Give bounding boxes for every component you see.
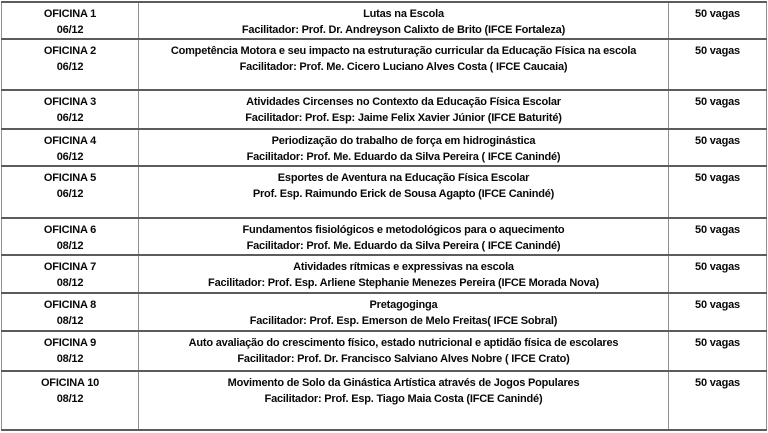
workshop-facilitator: Facilitador: Prof. Esp: Jaime Felix Xavier Júnior (IFCE Baturité) (245, 112, 562, 124)
workshop-title: Pretagoginga (369, 299, 438, 311)
workshop-date: 08/12 (56, 315, 84, 327)
description-cell (139, 255, 669, 293)
vagas-cell: 50 vagas (669, 218, 767, 255)
workshop-cell (2, 90, 139, 129)
workshops-table (1, 1, 767, 431)
workshop-name: OFICINA 2 (43, 45, 97, 57)
workshop-cell (2, 218, 139, 255)
workshop-cell (2, 293, 139, 331)
table-row (2, 90, 767, 129)
workshop-date: 08/12 (56, 240, 84, 252)
description-cell (139, 39, 669, 90)
workshop-facilitator: Facilitador: Prof. Me. Eduardo da Silva Pereira ( IFCE Canindé) (246, 151, 561, 163)
workshop-facilitator: Facilitador: Prof. Me. Cicero Luciano Alves Costa ( IFCE Caucaia) (239, 61, 568, 73)
vagas-cell: 50 vagas (669, 331, 767, 371)
workshop-facilitator: Facilitador: Prof. Dr. Francisco Salviano Alves Nobre ( IFCE Crato) (237, 353, 570, 365)
workshop-cell (2, 331, 139, 371)
workshop-name: OFICINA 9 (43, 337, 97, 349)
workshop-cell (2, 39, 139, 90)
description-cell (139, 371, 669, 430)
workshop-cell (2, 166, 139, 218)
table-row (2, 293, 767, 331)
workshop-facilitator: Facilitador: Prof. Me. Eduardo da Silva Pereira ( IFCE Canindé) (246, 240, 561, 252)
vagas-cell: 50 vagas (669, 129, 767, 166)
workshop-date: 08/12 (56, 353, 84, 365)
description-cell (139, 2, 669, 39)
vagas-cell: 50 vagas (669, 166, 767, 218)
workshop-date: 08/12 (56, 277, 84, 289)
workshop-cell (2, 255, 139, 293)
table-row (2, 218, 767, 255)
workshop-title: Competência Motora e seu impacto na estruturação curricular da Educação Física na escola (170, 45, 637, 57)
vagas-cell: 50 vagas (669, 90, 767, 129)
workshop-date: 06/12 (56, 24, 84, 36)
workshop-date: 06/12 (56, 188, 84, 200)
workshop-cell (2, 129, 139, 166)
table-row (2, 255, 767, 293)
workshop-facilitator: Facilitador: Prof. Dr. Andreyson Calixto de Brito (IFCE Fortaleza) (241, 24, 566, 36)
workshop-name: OFICINA 10 (40, 377, 100, 389)
workshop-name: OFICINA 7 (43, 261, 97, 273)
description-cell (139, 218, 669, 255)
workshop-name: OFICINA 6 (43, 224, 97, 236)
table-row (2, 166, 767, 218)
workshop-name: OFICINA 5 (43, 172, 97, 184)
description-cell (139, 129, 669, 166)
workshop-cell (2, 2, 139, 39)
workshop-facilitator: Facilitador: Prof. Esp. Emerson de Melo Freitas( IFCE Sobral) (249, 315, 558, 327)
workshop-title: Esportes de Aventura na Educação Física Escolar (277, 172, 530, 184)
workshop-title: Lutas na Escola (363, 8, 444, 20)
table-row (2, 2, 767, 39)
workshop-date: 06/12 (56, 61, 84, 73)
description-cell (139, 331, 669, 371)
workshop-title: Auto avaliação do crescimento físico, estado nutricional e aptidão física de escolares (188, 337, 619, 349)
vagas-cell: 50 vagas (669, 39, 767, 90)
workshop-name: OFICINA 3 (43, 96, 97, 108)
workshop-facilitator: Facilitador: Prof. Esp. Tiago Maia Costa (IFCE Canindé) (264, 393, 543, 405)
workshop-name: OFICINA 8 (43, 299, 97, 311)
table-row (2, 371, 767, 430)
vagas-cell: 50 vagas (669, 2, 767, 39)
workshop-cell (2, 371, 139, 430)
description-cell (139, 293, 669, 331)
vagas-cell: 50 vagas (669, 255, 767, 293)
description-cell (139, 90, 669, 129)
workshop-title: Movimento de Solo da Ginástica Artística através de Jogos Populares (227, 377, 580, 389)
workshop-title: Periodização do trabalho de força em hidroginástica (271, 135, 536, 147)
table-row (2, 331, 767, 371)
workshop-title: Atividades Circenses no Contexto da Educação Física Escolar (246, 96, 561, 108)
description-cell (139, 166, 669, 218)
workshop-name: OFICINA 4 (43, 135, 97, 147)
workshop-title: Atividades rítmicas e expressivas na escola (293, 261, 514, 273)
workshop-date: 06/12 (56, 112, 84, 124)
workshop-facilitator: Facilitador: Prof. Esp. Arliene Stephanie Menezes Pereira (IFCE Morada Nova) (208, 277, 599, 289)
table-row (2, 39, 767, 90)
workshop-facilitator: Prof. Esp. Raimundo Erick de Sousa Agapto (IFCE Canindé) (252, 188, 555, 200)
vagas-cell: 50 vagas (669, 293, 767, 331)
workshop-title: Fundamentos fisiológicos e metodológicos para o aquecimento (242, 224, 565, 236)
workshop-date: 08/12 (56, 393, 84, 405)
table-row (2, 129, 767, 166)
workshop-date: 06/12 (56, 151, 84, 163)
vagas-cell: 50 vagas (669, 371, 767, 430)
workshop-name: OFICINA 1 (43, 8, 97, 20)
